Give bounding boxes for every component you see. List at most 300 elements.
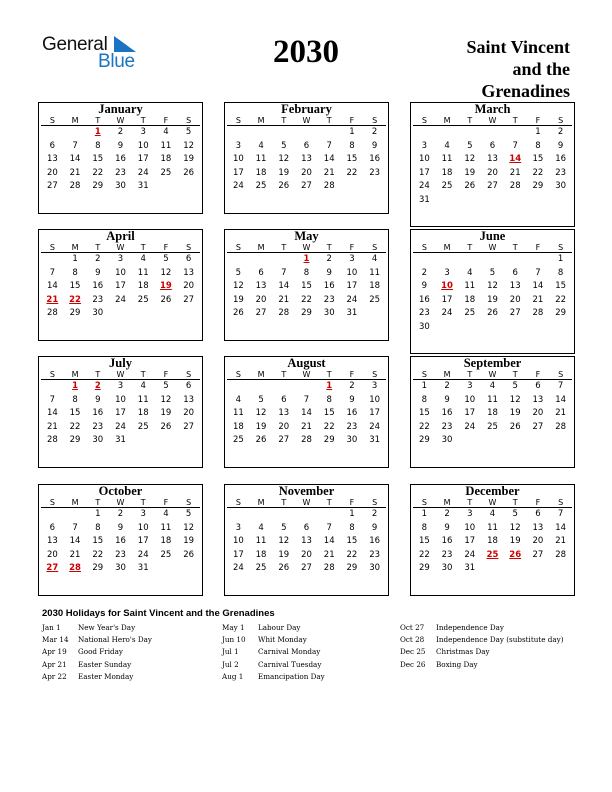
day-cell: 16 bbox=[115, 536, 126, 547]
weekday-header: W bbox=[481, 498, 504, 508]
day-cell: 31 bbox=[464, 563, 476, 574]
weekday-header: S bbox=[177, 498, 200, 508]
day-cell: 10 bbox=[232, 536, 244, 547]
day-cell: 17 bbox=[137, 536, 149, 547]
day-cell: 20 bbox=[509, 294, 521, 305]
day-cell: 13 bbox=[278, 408, 290, 419]
holiday-entry bbox=[222, 647, 325, 659]
day-cell: 20 bbox=[301, 549, 312, 560]
day-cell: 29 bbox=[418, 435, 430, 446]
day-cell: 8 bbox=[349, 522, 355, 533]
day-cell: 15 bbox=[418, 408, 430, 419]
weekday-header: S bbox=[227, 243, 250, 253]
holiday-column bbox=[400, 623, 564, 672]
weekday-header: T bbox=[86, 370, 109, 380]
day-cell: 17 bbox=[137, 154, 149, 165]
day-cell: 4 bbox=[467, 267, 473, 278]
day-cell: 23 bbox=[369, 549, 381, 560]
month-january bbox=[38, 102, 203, 214]
country-line: Grenadines bbox=[481, 81, 570, 101]
day-cell: 12 bbox=[278, 154, 290, 165]
month-name: August bbox=[287, 356, 326, 370]
empty-day-cell bbox=[41, 380, 64, 394]
day-cell: 8 bbox=[303, 267, 310, 278]
day-cell: 30 bbox=[92, 435, 104, 446]
day-cell: 14 bbox=[555, 522, 567, 533]
day-cell: 23 bbox=[92, 294, 104, 305]
weekday-header: F bbox=[341, 498, 364, 508]
holiday-name: Emancipation Day bbox=[258, 671, 325, 681]
day-cell: 6 bbox=[535, 509, 541, 519]
day-cell: 11 bbox=[464, 281, 476, 292]
day-cell: 9 bbox=[371, 522, 378, 533]
weekday-header: T bbox=[86, 498, 109, 508]
weekday-header: F bbox=[341, 370, 364, 380]
day-cell: 5 bbox=[163, 254, 169, 264]
day-cell: 7 bbox=[326, 522, 332, 533]
weekday-header: T bbox=[272, 116, 295, 126]
day-cell: 11 bbox=[160, 522, 172, 533]
day-cell: 22 bbox=[555, 294, 567, 305]
weekday-header: T bbox=[318, 116, 341, 126]
weekday-header: T bbox=[458, 243, 481, 253]
holiday-name: Labour Day bbox=[258, 623, 301, 632]
day-cell: 20 bbox=[46, 167, 58, 178]
day-cell: 21 bbox=[278, 294, 290, 305]
day-cell: 15 bbox=[69, 408, 81, 419]
day-cell: 18 bbox=[255, 549, 267, 560]
day-cell: 11 bbox=[255, 154, 267, 165]
month-days-grid bbox=[225, 116, 388, 194]
day-cell: 13 bbox=[509, 281, 521, 292]
day-cell: 12 bbox=[255, 408, 267, 419]
day-cell: 29 bbox=[346, 563, 358, 574]
day-cell: 7 bbox=[49, 267, 56, 278]
weekday-header: S bbox=[227, 498, 250, 508]
day-cell: 22 bbox=[69, 421, 81, 432]
holiday-name: Independence Day bbox=[436, 623, 504, 632]
day-cell: 16 bbox=[92, 408, 104, 419]
weekday-header: M bbox=[250, 370, 273, 380]
weekday-header: S bbox=[549, 243, 572, 253]
holiday-date: Apr 22 bbox=[42, 671, 67, 681]
holiday-day-cell: 22 bbox=[69, 294, 81, 305]
day-cell: 19 bbox=[509, 536, 521, 547]
day-cell: 20 bbox=[532, 536, 544, 547]
weekday-header: W bbox=[109, 116, 132, 126]
day-cell: 12 bbox=[509, 522, 521, 533]
day-cell: 21 bbox=[555, 536, 567, 547]
day-cell: 5 bbox=[258, 394, 264, 405]
day-cell: 16 bbox=[441, 408, 453, 419]
day-cell: 10 bbox=[346, 267, 358, 278]
month-days-grid bbox=[225, 243, 388, 321]
day-cell: 3 bbox=[467, 381, 473, 391]
day-cell: 15 bbox=[555, 281, 567, 292]
day-cell: 12 bbox=[183, 522, 195, 533]
day-cell: 25 bbox=[137, 294, 149, 305]
day-cell: 9 bbox=[95, 394, 101, 405]
day-cell: 19 bbox=[487, 294, 498, 305]
weekday-header: T bbox=[272, 370, 295, 380]
day-cell: 18 bbox=[487, 408, 498, 419]
holiday-entry bbox=[42, 623, 152, 635]
day-cell: 28 bbox=[46, 308, 58, 319]
day-cell: 24 bbox=[115, 294, 126, 305]
holiday-day-cell: 25 bbox=[486, 549, 499, 560]
day-cell: 7 bbox=[512, 140, 518, 151]
day-cell: 22 bbox=[418, 421, 430, 432]
day-cell: 24 bbox=[464, 549, 476, 560]
day-cell: 22 bbox=[532, 167, 544, 178]
weekday-header: S bbox=[363, 116, 386, 126]
day-cell: 23 bbox=[555, 167, 567, 178]
weekday-header: S bbox=[413, 498, 436, 508]
day-cell: 31 bbox=[346, 308, 358, 319]
day-cell: 6 bbox=[185, 254, 192, 264]
weekday-header: F bbox=[527, 116, 550, 126]
day-cell: 18 bbox=[464, 294, 476, 305]
day-cell: 30 bbox=[418, 321, 430, 332]
day-cell: 29 bbox=[69, 308, 81, 319]
holiday-day-cell: 1 bbox=[72, 381, 79, 391]
holidays-title: 2030 Holidays for Saint Vincent and the Grenadines bbox=[42, 608, 275, 619]
weekday-header: T bbox=[504, 498, 527, 508]
day-cell: 21 bbox=[46, 421, 58, 432]
month-name: April bbox=[106, 229, 135, 243]
day-cell: 13 bbox=[532, 522, 544, 533]
day-cell: 7 bbox=[72, 522, 78, 533]
day-cell: 10 bbox=[464, 394, 476, 405]
country-name bbox=[410, 36, 570, 102]
empty-day-cell bbox=[272, 380, 295, 394]
empty-day-cell bbox=[227, 380, 250, 394]
weekday-header: T bbox=[318, 370, 341, 380]
day-cell: 17 bbox=[464, 536, 476, 547]
empty-day-cell bbox=[481, 126, 504, 140]
month-july bbox=[38, 356, 203, 468]
empty-day-cell bbox=[458, 126, 481, 140]
day-cell: 23 bbox=[441, 421, 453, 432]
day-cell: 18 bbox=[232, 421, 244, 432]
holiday-column bbox=[222, 623, 325, 684]
empty-day-cell bbox=[436, 126, 459, 140]
weekday-header: T bbox=[318, 498, 341, 508]
day-cell: 3 bbox=[421, 140, 428, 151]
day-cell: 26 bbox=[278, 563, 290, 574]
day-cell: 26 bbox=[464, 181, 476, 192]
day-cell: 4 bbox=[163, 127, 169, 137]
empty-day-cell bbox=[41, 253, 64, 267]
day-cell: 25 bbox=[255, 563, 267, 574]
day-cell: 25 bbox=[255, 181, 267, 192]
weekday-header: F bbox=[155, 243, 178, 253]
day-cell: 9 bbox=[371, 140, 378, 151]
day-cell: 15 bbox=[92, 154, 104, 165]
weekday-header: S bbox=[227, 370, 250, 380]
day-cell: 14 bbox=[69, 536, 81, 547]
day-cell: 1 bbox=[95, 509, 101, 519]
day-cell: 6 bbox=[535, 381, 541, 391]
day-cell: 3 bbox=[349, 254, 355, 264]
day-cell: 19 bbox=[255, 421, 267, 432]
holiday-column bbox=[42, 623, 152, 684]
month-may bbox=[224, 229, 389, 341]
day-cell: 23 bbox=[441, 549, 453, 560]
day-cell: 5 bbox=[512, 381, 518, 391]
empty-day-cell bbox=[527, 253, 550, 267]
holiday-name: New Year's Day bbox=[78, 623, 136, 632]
empty-day-cell bbox=[458, 253, 481, 267]
day-cell: 18 bbox=[160, 536, 172, 547]
day-cell: 12 bbox=[464, 154, 476, 165]
weekday-header: F bbox=[527, 370, 550, 380]
day-cell: 13 bbox=[183, 394, 195, 405]
day-cell: 29 bbox=[92, 563, 104, 574]
day-cell: 7 bbox=[49, 394, 56, 405]
month-december bbox=[410, 484, 575, 596]
day-cell: 10 bbox=[115, 267, 126, 278]
day-cell: 25 bbox=[160, 167, 172, 178]
day-cell: 11 bbox=[487, 522, 498, 533]
day-cell: 20 bbox=[46, 549, 58, 560]
day-cell: 28 bbox=[301, 435, 312, 446]
day-cell: 5 bbox=[235, 267, 242, 278]
day-cell: 16 bbox=[115, 154, 126, 165]
weekday-header: M bbox=[436, 498, 459, 508]
month-april bbox=[38, 229, 203, 341]
empty-day-cell bbox=[295, 126, 318, 140]
day-cell: 29 bbox=[323, 435, 335, 446]
weekday-header: F bbox=[341, 243, 364, 253]
month-days-grid bbox=[411, 116, 574, 208]
month-march bbox=[410, 102, 575, 227]
weekday-header: S bbox=[549, 498, 572, 508]
weekday-header: S bbox=[177, 370, 200, 380]
holiday-entry bbox=[42, 647, 152, 659]
month-name: December bbox=[465, 484, 520, 498]
day-cell: 22 bbox=[418, 549, 430, 560]
day-cell: 26 bbox=[487, 308, 498, 319]
holiday-entry bbox=[42, 672, 152, 684]
day-cell: 27 bbox=[46, 181, 58, 192]
day-cell: 1 bbox=[349, 127, 355, 137]
day-cell: 2 bbox=[95, 254, 101, 264]
weekday-header: T bbox=[86, 243, 109, 253]
weekday-header: W bbox=[295, 498, 318, 508]
day-cell: 29 bbox=[555, 308, 567, 319]
day-cell: 1 bbox=[557, 254, 564, 264]
weekday-header: S bbox=[363, 370, 386, 380]
holiday-name: Independence Day (substitute day) bbox=[436, 635, 564, 645]
day-cell: 22 bbox=[323, 421, 335, 432]
day-cell: 4 bbox=[235, 394, 242, 405]
day-cell: 19 bbox=[232, 294, 244, 305]
day-cell: 16 bbox=[92, 281, 104, 292]
logo-text-blue: Blue bbox=[98, 51, 135, 72]
day-cell: 6 bbox=[281, 394, 287, 405]
weekday-header: T bbox=[318, 243, 341, 253]
weekday-header: M bbox=[250, 498, 273, 508]
empty-day-cell bbox=[272, 253, 295, 267]
day-cell: 27 bbox=[278, 435, 290, 446]
day-cell: 17 bbox=[115, 408, 126, 419]
country-line: and the bbox=[512, 59, 570, 79]
weekday-header: S bbox=[549, 116, 572, 126]
day-cell: 4 bbox=[140, 254, 146, 264]
day-cell: 13 bbox=[301, 536, 312, 547]
holiday-date: Apr 19 bbox=[42, 647, 67, 657]
empty-day-cell bbox=[436, 253, 459, 267]
empty-day-cell bbox=[64, 126, 87, 140]
day-cell: 15 bbox=[69, 281, 81, 292]
day-cell: 31 bbox=[115, 435, 126, 446]
day-cell: 3 bbox=[117, 381, 124, 391]
day-cell: 19 bbox=[160, 408, 172, 419]
weekday-header: M bbox=[250, 116, 273, 126]
day-cell: 5 bbox=[512, 509, 518, 519]
month-october bbox=[38, 484, 203, 596]
day-cell: 7 bbox=[72, 140, 78, 151]
holiday-name: Christmas Day bbox=[436, 647, 490, 657]
empty-day-cell bbox=[41, 508, 64, 522]
weekday-header: F bbox=[155, 370, 178, 380]
holiday-entry bbox=[222, 635, 325, 647]
day-cell: 9 bbox=[117, 140, 124, 151]
weekday-header: T bbox=[458, 116, 481, 126]
empty-day-cell bbox=[272, 508, 295, 522]
day-cell: 11 bbox=[441, 154, 453, 165]
day-cell: 22 bbox=[301, 294, 312, 305]
weekday-header: S bbox=[41, 116, 64, 126]
weekday-header: S bbox=[413, 243, 436, 253]
day-cell: 25 bbox=[160, 549, 172, 560]
day-cell: 2 bbox=[117, 509, 124, 519]
day-cell: 27 bbox=[509, 308, 521, 319]
empty-day-cell bbox=[481, 253, 504, 267]
holiday-date: Aug 1 bbox=[222, 671, 244, 681]
day-cell: 23 bbox=[418, 308, 430, 319]
day-cell: 22 bbox=[346, 167, 358, 178]
day-cell: 24 bbox=[232, 563, 244, 574]
holiday-entry bbox=[400, 647, 564, 659]
holiday-name: Whit Monday bbox=[258, 635, 307, 645]
weekday-header: S bbox=[41, 243, 64, 253]
day-cell: 21 bbox=[69, 167, 81, 178]
holiday-day-cell: 1 bbox=[326, 381, 333, 391]
day-cell: 28 bbox=[323, 181, 335, 192]
weekday-header: T bbox=[458, 498, 481, 508]
day-cell: 15 bbox=[301, 281, 312, 292]
holiday-entry bbox=[222, 672, 325, 684]
day-cell: 7 bbox=[535, 267, 541, 278]
weekday-header: T bbox=[132, 370, 155, 380]
day-cell: 9 bbox=[349, 394, 355, 405]
weekday-header: M bbox=[250, 243, 273, 253]
day-cell: 10 bbox=[232, 154, 244, 165]
day-cell: 6 bbox=[185, 381, 192, 391]
day-cell: 24 bbox=[115, 421, 126, 432]
day-cell: 11 bbox=[137, 394, 149, 405]
day-cell: 3 bbox=[117, 254, 124, 264]
holiday-entry bbox=[400, 660, 564, 672]
day-cell: 7 bbox=[303, 394, 310, 405]
day-cell: 17 bbox=[346, 281, 358, 292]
day-cell: 2 bbox=[444, 509, 450, 519]
day-cell: 24 bbox=[418, 181, 430, 192]
day-cell: 24 bbox=[464, 421, 476, 432]
weekday-header: S bbox=[413, 116, 436, 126]
holiday-date: Oct 27 bbox=[400, 623, 425, 632]
month-days-grid bbox=[411, 370, 574, 448]
holiday-entry bbox=[400, 635, 564, 647]
day-cell: 14 bbox=[323, 154, 335, 165]
weekday-header: W bbox=[481, 116, 504, 126]
weekday-header: T bbox=[272, 498, 295, 508]
holiday-entry bbox=[400, 623, 564, 635]
day-cell: 18 bbox=[137, 408, 149, 419]
weekday-header: W bbox=[295, 243, 318, 253]
day-cell: 9 bbox=[444, 522, 450, 533]
day-cell: 15 bbox=[532, 154, 544, 165]
day-cell: 16 bbox=[369, 536, 381, 547]
empty-day-cell bbox=[295, 508, 318, 522]
day-cell: 9 bbox=[326, 267, 332, 278]
day-cell: 5 bbox=[163, 381, 169, 391]
day-cell: 4 bbox=[258, 140, 264, 151]
day-cell: 1 bbox=[421, 509, 428, 519]
day-cell: 19 bbox=[278, 167, 290, 178]
holiday-day-cell: 26 bbox=[509, 549, 522, 560]
day-cell: 12 bbox=[183, 140, 195, 151]
holiday-day-cell: 19 bbox=[160, 281, 172, 292]
day-cell: 20 bbox=[183, 281, 195, 292]
day-cell: 17 bbox=[441, 294, 453, 305]
weekday-header: M bbox=[64, 370, 87, 380]
day-cell: 26 bbox=[255, 435, 267, 446]
day-cell: 3 bbox=[140, 127, 146, 137]
empty-day-cell bbox=[227, 253, 250, 267]
day-cell: 6 bbox=[303, 522, 310, 533]
holiday-name: Good Friday bbox=[78, 647, 123, 657]
day-cell: 24 bbox=[369, 421, 381, 432]
day-cell: 17 bbox=[232, 167, 244, 178]
day-cell: 25 bbox=[464, 308, 476, 319]
month-september bbox=[410, 356, 575, 468]
day-cell: 29 bbox=[69, 435, 81, 446]
day-cell: 28 bbox=[323, 563, 335, 574]
weekday-header: W bbox=[109, 370, 132, 380]
day-cell: 14 bbox=[46, 408, 58, 419]
day-cell: 14 bbox=[69, 154, 81, 165]
empty-day-cell bbox=[413, 253, 436, 267]
day-cell: 14 bbox=[532, 281, 544, 292]
weekday-header: T bbox=[504, 243, 527, 253]
day-cell: 19 bbox=[509, 408, 521, 419]
weekday-header: W bbox=[109, 243, 132, 253]
holiday-date: Dec 26 bbox=[400, 659, 426, 669]
month-name: October bbox=[98, 484, 143, 498]
weekday-header: T bbox=[86, 116, 109, 126]
holiday-day-cell: 1 bbox=[303, 254, 310, 264]
month-days-grid bbox=[39, 498, 202, 576]
holiday-date: Dec 25 bbox=[400, 647, 426, 657]
weekday-header: M bbox=[436, 116, 459, 126]
day-cell: 2 bbox=[444, 381, 450, 391]
empty-day-cell bbox=[295, 380, 318, 394]
country-line: Saint Vincent bbox=[466, 37, 570, 57]
day-cell: 20 bbox=[183, 408, 195, 419]
